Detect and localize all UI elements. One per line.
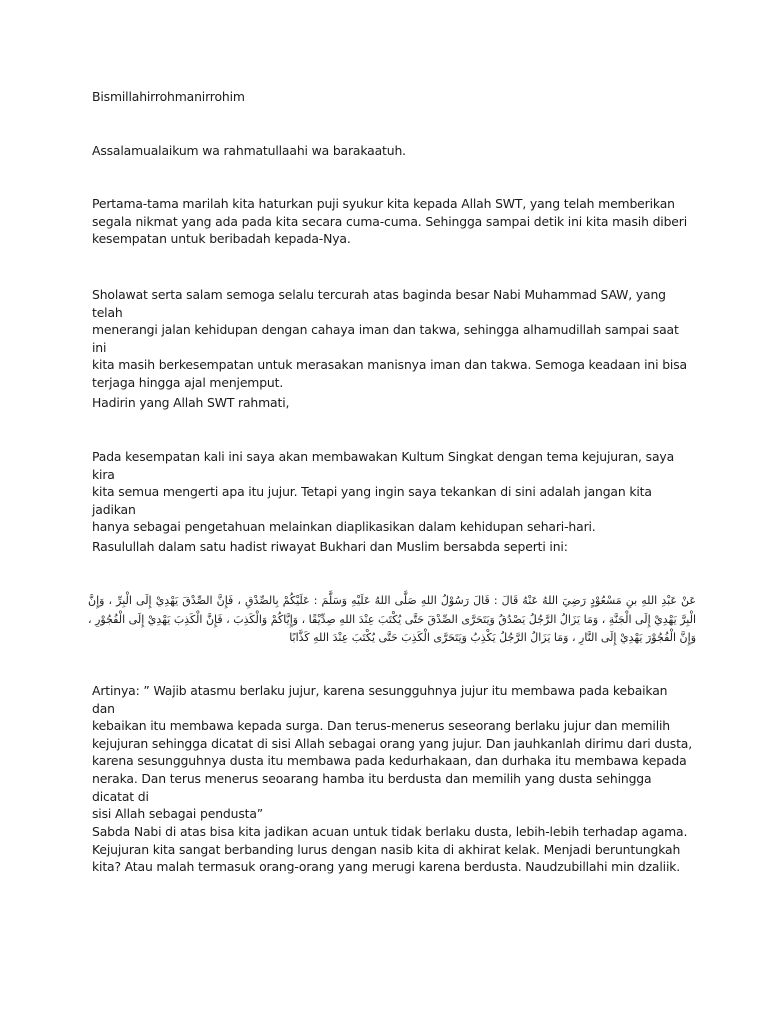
paragraph-closing: Sabda Nabi di atas bisa kita jadikan acuan untuk tidak berlaku dusta, lebih-lebih terhadap agama. Kejujuran kita sangat berbanding lurus dengan nasib kita di akhirat kelak. Menjadi beruntungkah kita? Atau malah termasuk orang-orang yang merugi karena berdusta. Naudzubillahi min dzaliik.: [92, 824, 688, 875]
paragraph-sholawat: Sholawat serta salam semoga selalu tercurah atas baginda besar Nabi Muhammad SAW, yang telah menerangi jalan kehidupan dengan cahaya iman dan takwa, sehingga alhamudillah sampai saat ini kita masih berkesempatan untuk merasakan manisnya iman dan takwa. Semoga keadaan ini bisa terjaga hingga ajal menjemput.: [92, 287, 687, 390]
audience-address: Hadirin yang Allah SWT rahmati,: [92, 395, 290, 410]
paragraph-gratitude: Pertama-tama marilah kita haturkan puji syukur kita kepada Allah SWT, yang telah memberikan segala nikmat yang ada pada kita secara cuma-cuma. Sehingga sampai detik ini kita masih diberi kesempatan untuk beribadah kepada-Nya.: [92, 196, 688, 247]
hadith-translation: Artinya: ” Wajib atasmu berlaku jujur, karena sesungguhnya jujur itu membawa pada kebaikan dan kebaikan itu membawa kepada surga. Dan terus-menerus seseorang berlaku jujur dan memilih kejujuran sehingga dicatat di sisi Allah sebagai orang yang jujur. Dan jauhkanlah dirimu dari dusta, karena sesungguhnya dusta itu membawa pada kedurhakaan, dan durhaka itu membawa kepada neraka. Dan terus menerus seoarang hamba itu berdusta dan memilih yang dusta sehingga dicatat di sisi Allah sebagai pendusta”: [92, 683, 693, 822]
paragraph-theme: Pada kesempatan kali ini saya akan membawakan Kultum Singkat dengan tema kejujuran, saya kira kita semua mengerti apa itu jujur. Tetapi yang ingin saya tekankan di sini adalah jangan kita jadikan hanya sebagai pengetahuan melainkan diaplikasikan dalam kehidupan sehari-hari.: [92, 449, 675, 535]
greeting: Assalamualaikum wa rahmatullaahi wa barakaatuh.: [92, 143, 406, 158]
opening-line: Bismillahirrohmanirrohim: [92, 89, 245, 104]
hadith-intro: Rasulullah dalam satu hadist riwayat Bukhari dan Muslim bersabda seperti ini:: [92, 539, 568, 554]
hadith-arabic-text: عَنْ عَبْدِ اللهِ بنِ مَسْعُوْدٍ رَضِيَ اللهُ عَنْهُ قَالَ : قَالَ رَسُوْلُ اللهِ صَلَّى اللهُ عَلَيْهِ وَسَلَّمَ : عَلَيْكُمْ بِالصِّدْقِ ، فَإِنَّ الصِّدْقَ يَهْدِيْ إِلَى الْبِرِّ ، وَإِنَّ الْبِرَّ يَهْدِيْ إِلَى الْجَنَّةِ ، وَمَا يَزَالُ الرَّجُلُ يَصْدُقُ وَيَتَحَرَّى الصِّدْقَ حَتَّى يُكْتَبَ عِنْدَ اللهِ صِدِّيْقًا ، وَإِيَّاكُمْ وَالْكَذِبَ ، فَإِنَّ الْكَذِبَ يَهْدِيْ إِلَى الْفُجُوْرِ ، وَإِنَّ الْفُجُوْرَ يَهْدِيْ إِلَى النَّارِ ، وَمَا يَزَالُ الرَّجُلُ يَكْذِبُ وَيَتَحَرَّى الْكَذِبَ حَتَّى يُكْتَبَ عِنْدَ اللهِ كَذَّابًا: [88, 594, 696, 644]
